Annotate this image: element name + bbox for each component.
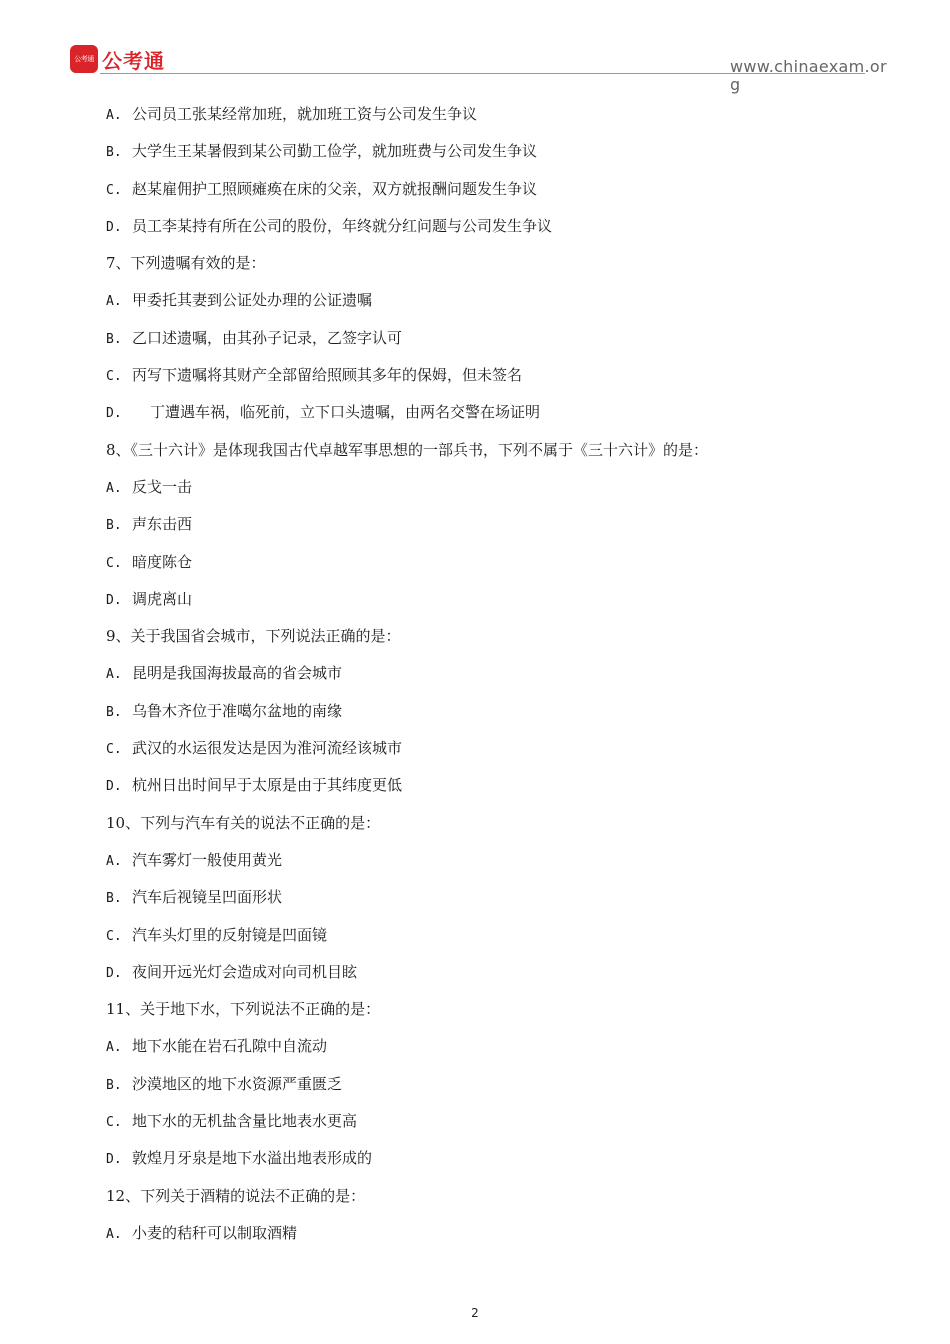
option-text: 杭州日出时间早于太原是由于其纬度更低 bbox=[132, 776, 403, 795]
option-text: 乌鲁木齐位于准噶尔盆地的南缘 bbox=[132, 701, 343, 720]
option-letter: A. bbox=[106, 1226, 122, 1242]
option-letter: D. bbox=[106, 592, 122, 608]
option-text: 反戈一击 bbox=[132, 477, 193, 496]
question-stem bbox=[106, 618, 886, 655]
answer-option bbox=[106, 1140, 886, 1177]
question-text: 7、下列遗嘱有效的是： bbox=[106, 254, 266, 273]
option-letter: B. bbox=[106, 331, 122, 347]
question-stem bbox=[106, 805, 886, 842]
logo bbox=[70, 44, 165, 74]
option-letter: A. bbox=[106, 1040, 122, 1056]
answer-option bbox=[106, 1066, 886, 1103]
answer-option bbox=[106, 1103, 886, 1140]
option-text: 调虎离山 bbox=[132, 589, 193, 608]
question-stem bbox=[106, 1178, 886, 1215]
option-letter: B. bbox=[106, 518, 122, 534]
question-text: 11、关于地下水，下列说法不正确的是： bbox=[106, 1000, 381, 1019]
option-letter: B. bbox=[106, 891, 122, 907]
logo-text: 公考通 bbox=[102, 48, 165, 73]
option-letter: D. bbox=[106, 219, 122, 235]
answer-option bbox=[106, 730, 886, 767]
site-url: www.chinaexam.org bbox=[730, 57, 887, 94]
answer-option bbox=[106, 133, 886, 170]
logo-badge-icon: 公考通 bbox=[70, 45, 98, 73]
question-stem bbox=[106, 245, 886, 282]
option-text: 汽车后视镜呈凹面形状 bbox=[132, 888, 283, 907]
option-letter: D. bbox=[106, 965, 122, 981]
answer-option bbox=[106, 171, 886, 208]
option-letter: C. bbox=[106, 555, 122, 571]
question-text: 10、下列与汽车有关的说法不正确的是： bbox=[106, 813, 381, 832]
answer-option bbox=[106, 917, 886, 954]
option-letter: C. bbox=[106, 369, 122, 385]
option-text: 甲委托其妻到公证处办理的公证遗嘱 bbox=[132, 291, 373, 310]
answer-option bbox=[106, 655, 886, 692]
question-text: 8、《三十六计》是体现我国古代卓越军事思想的一部兵书，下列不属于《三十六计》的是： bbox=[106, 440, 709, 459]
option-letter: D. bbox=[106, 406, 122, 422]
answer-option bbox=[106, 842, 886, 879]
answer-option bbox=[106, 282, 886, 319]
answer-option bbox=[106, 1215, 886, 1252]
question-text: 9、关于我国省会城市，下列说法正确的是： bbox=[106, 627, 401, 646]
option-text: 地下水能在岩石孔隙中自流动 bbox=[132, 1037, 328, 1056]
answer-option bbox=[106, 1028, 886, 1065]
option-text: 汽车头灯里的反射镜是凹面镜 bbox=[132, 925, 328, 944]
answer-option bbox=[106, 357, 886, 394]
option-letter: B. bbox=[106, 1077, 122, 1093]
option-text: 武汉的水运很发达是因为淮河流经该城市 bbox=[132, 739, 403, 758]
option-text: 敦煌月牙泉是地下水溢出地表形成的 bbox=[132, 1149, 373, 1168]
option-text: 赵某雇佣护工照顾瘫痪在床的父亲，双方就报酬问题发生争议 bbox=[132, 179, 538, 198]
option-letter: A. bbox=[106, 853, 122, 869]
option-text: 丁遭遇车祸，临死前，立下口头遗嘱，由两名交警在场证明 bbox=[150, 403, 541, 422]
question-content bbox=[106, 96, 886, 1252]
option-text: 丙写下遗嘱将其财产全部留给照顾其多年的保姆，但未签名 bbox=[132, 366, 523, 385]
option-letter: D. bbox=[106, 1152, 122, 1168]
option-text: 昆明是我国海拔最高的省会城市 bbox=[132, 664, 343, 683]
answer-option bbox=[106, 879, 886, 916]
answer-option bbox=[106, 320, 886, 357]
answer-option bbox=[106, 693, 886, 730]
question-text: 12、下列关于酒精的说法不正确的是： bbox=[106, 1186, 366, 1205]
option-letter: C. bbox=[106, 1115, 122, 1131]
question-stem bbox=[106, 432, 886, 469]
answer-option bbox=[106, 544, 886, 581]
option-letter: C. bbox=[106, 182, 122, 198]
option-text: 夜间开远光灯会造成对向司机目眩 bbox=[132, 962, 358, 981]
option-letter: A. bbox=[106, 480, 122, 496]
answer-option bbox=[106, 581, 886, 618]
option-letter: B. bbox=[106, 704, 122, 720]
answer-option bbox=[106, 954, 886, 991]
option-letter: C. bbox=[106, 928, 122, 944]
option-letter: D. bbox=[106, 779, 122, 795]
option-text: 汽车雾灯一般使用黄光 bbox=[132, 850, 283, 869]
option-letter: A. bbox=[106, 294, 122, 310]
option-letter: C. bbox=[106, 742, 122, 758]
answer-option bbox=[106, 208, 886, 245]
answer-option bbox=[106, 469, 886, 506]
answer-option bbox=[106, 506, 886, 543]
option-text: 声东击西 bbox=[132, 515, 193, 534]
page-number: 2 bbox=[471, 1306, 479, 1320]
option-text: 乙口述遗嘱，由其孙子记录，乙签字认可 bbox=[132, 328, 403, 347]
option-letter: A. bbox=[106, 667, 122, 683]
answer-option bbox=[106, 767, 886, 804]
option-letter: A. bbox=[106, 108, 122, 123]
option-text: 员工李某持有所在公司的股份，年终就分红问题与公司发生争议 bbox=[132, 216, 553, 235]
option-text: 暗度陈仓 bbox=[132, 552, 193, 571]
question-stem bbox=[106, 991, 886, 1028]
page-header bbox=[0, 0, 950, 95]
answer-option bbox=[106, 394, 886, 431]
option-text: 地下水的无机盐含量比地表水更高 bbox=[132, 1112, 358, 1131]
answer-option bbox=[106, 96, 886, 133]
option-text: 公司员工张某经常加班，就加班工资与公司发生争议 bbox=[132, 105, 478, 123]
option-text: 大学生王某暑假到某公司勤工俭学，就加班费与公司发生争议 bbox=[132, 142, 538, 161]
option-letter: B. bbox=[106, 145, 122, 161]
option-text: 沙漠地区的地下水资源严重匮乏 bbox=[132, 1074, 343, 1093]
option-text: 小麦的秸秆可以制取酒精 bbox=[132, 1223, 298, 1242]
